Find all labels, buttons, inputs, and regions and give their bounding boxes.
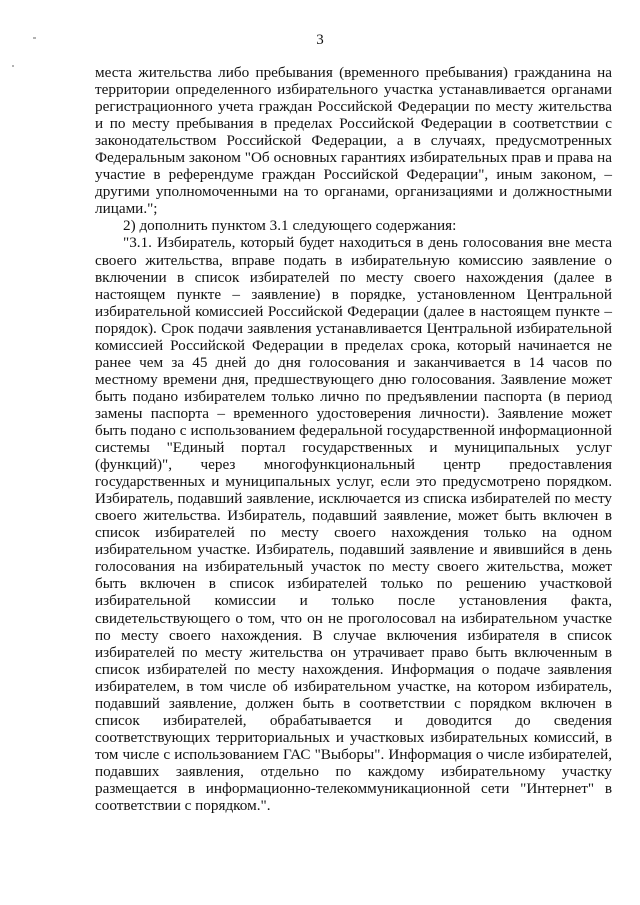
- page-number: 3: [316, 32, 324, 48]
- scan-artifact: [12, 65, 14, 67]
- paragraph-amendment-item: 2) дополнить пунктом 3.1 следующего содержания:: [123, 217, 457, 235]
- paragraph-clause-3-1: "3.1. Избиратель, который будет находиться в день голосования вне места своего жительства, вправе подать в избирательную комиссию заявление о включении в список избирателей по месту своего нахождения (далее в настоящем пункте – заявление) в порядке, установленном Центральной избирательной комиссией Российской Федерации (далее в настоящем пункте – порядок). Срок подачи заявления устанавливается Центральной избирательной комиссией Российской Федерации в пределах срока, который начинается не ранее чем за 45 дней до дня голосования и заканчивается в 14 часов по местному времени дня, предшествующего дню голосования. Заявление может быть подано избирателем только лично по предъявлении паспорта (в период замены паспорта – временного удостоверения личности). Заявление может быть подано с использованием федеральной государственной информационной системы "Единый портал государственных и муниципальных услуг (функций)", через многофункциональный центр предоставления государственных и муниципальных услуг, если это предусмотрено порядком. Избиратель, подавший заявление, исключается из списка избирателей по месту своего жительства. Избиратель, подавший заявление, может быть включен в список избирателей по месту своего нахождения только на одном избирательном участке. Избиратель, подавший заявление и явившийся в день голосования на избирательный участок по месту своего жительства, может быть включен в список избирателей только по решению участковой избирательной комиссии и только после установления факта, свидетельствующего о том, что он не проголосовал на избирательном участке по месту своего нахождения. В случае включения избирателя в список избирателей по месту жительства он утрачивает право быть включенным в список избирателей по месту нахождения. Информация о подаче заявления избирателем, в том числе об избирательном участке, на котором избиратель, подавший заявление, должен быть в соответствии с порядком включен в список избирателей, обрабатывается и доводится до сведения соответствующих территориальных и участковых избирательных комиссий, в том числе с использованием ГАС "Выборы". Информация о числе избирателей, подавших заявления, отдельно по каждому избирательному участку размещается в информационно-телекоммуникационной сети "Интернет" в соответствии с порядком.".: [95, 234, 612, 815]
- paragraph-continuation: места жительства либо пребывания (временного пребывания) гражданина на территории определенного избирательного участка устанавливается органами регистрационного учета граждан Российской Федерации по месту жительства и по месту пребывания в пределах Российской Федерации в соответствии с законодательством Российской Федерации, а в случаях, предусмотренных Федеральным законом "Об основных гарантиях избирательных прав и права на участие в референдуме граждан Российской Федерации", иным законом, – другими уполномоченными на то органами, организациями и должностными лицами.";: [95, 64, 612, 218]
- document-body: [95, 64, 612, 814]
